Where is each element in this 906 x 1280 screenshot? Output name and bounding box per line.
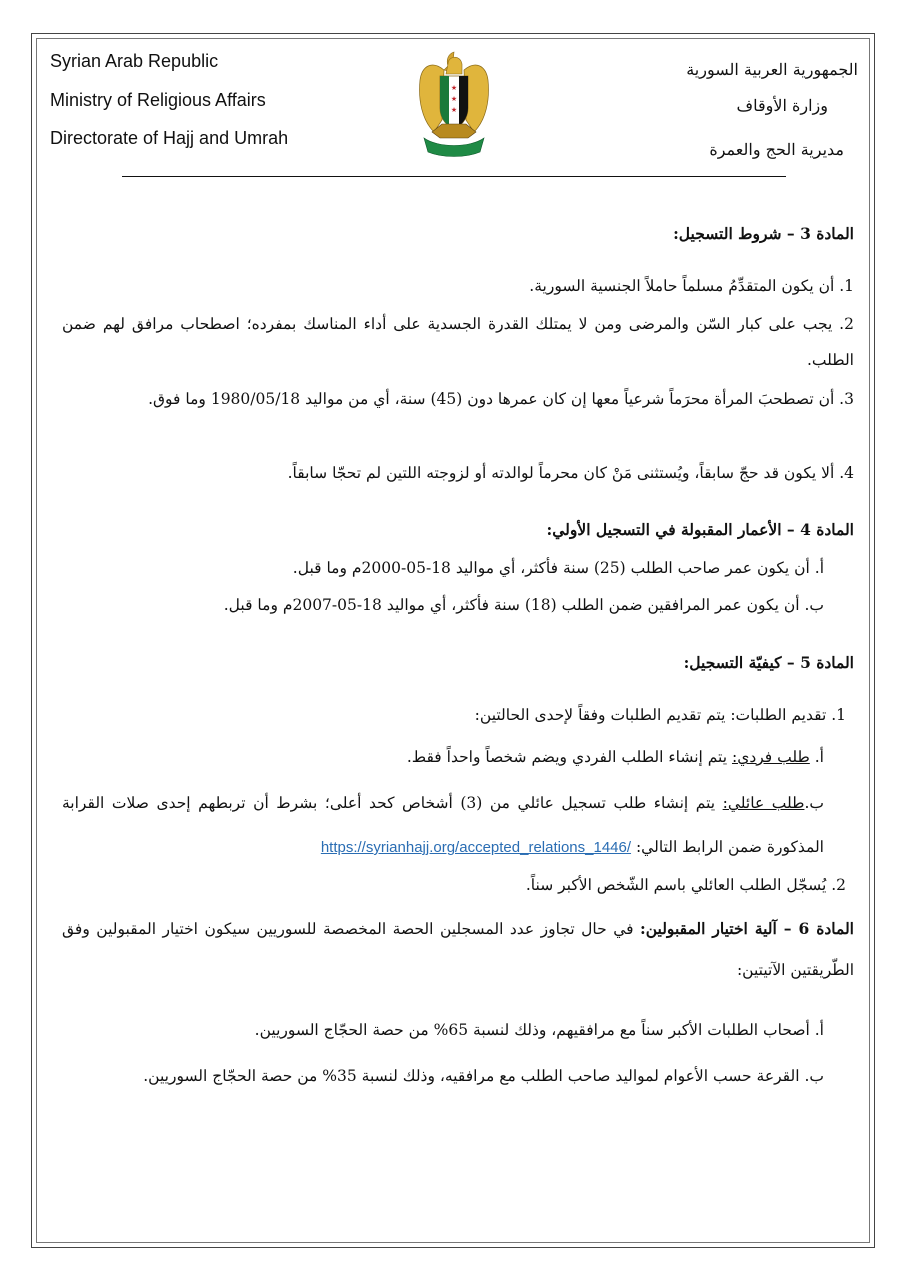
individual-request-label: طلب فردي: — [731, 748, 810, 766]
article3-item-2: 2. يجب على كبار السّن والمرضى ومن لا يمتلك القدرة الجسدية على أداء المناسك بمفرده؛ اصطحاب مرافق لهم ضمن الطلب. — [62, 315, 854, 369]
article3-item-1: 1. أن يكون المتقدِّمُ مسلماً حاملاً الجنسية السورية. — [529, 277, 854, 295]
article6-item-a: أ. أصحاب الطلبات الأكبر سناً مع مرافقيهم، وذلك لنسبة 65% من حصة الحجّاج السوريين. — [254, 1021, 824, 1039]
header-en-country: Syrian Arab Republic — [50, 51, 219, 71]
article6-item-b: ب. القرعة حسب الأعوام لمواليد صاحب الطلب مع مرافقيه، وذلك لنسبة 35% من حصة الحجّاج السوريين. — [143, 1067, 824, 1085]
header-divider — [122, 176, 786, 177]
article5-item-2: 2. يُسجّل الطلب العائلي باسم الشّخص الأكبر سناً. — [525, 876, 846, 894]
item-b-prefix: ب. — [804, 794, 824, 812]
header-ar-country: الجمهورية العربية السورية — [686, 60, 858, 79]
article4-item-b: ب. أن يكون عمر المرافقين ضمن الطلب (18) سنة فأكثر، أي مواليد 18-05-2007م وما قبل. — [223, 596, 824, 614]
svg-text:★: ★ — [450, 84, 458, 92]
article5-title: المادة 5 – كيفيّة التسجيل: — [683, 653, 854, 672]
item-a-prefix: أ. — [809, 748, 824, 766]
svg-text:★: ★ — [450, 95, 458, 103]
header-ar-ministry: وزارة الأوقاف — [736, 96, 828, 115]
article6-title: المادة 6 – آلية اختيار المقبولين: — [640, 919, 854, 938]
article5-item-b — [62, 781, 824, 870]
article3-item-3: 3. أن تصطحبَ المرأة محرَماً شرعياً معها إن كان عمرها دون (45) سنة، أي من مواليد 1980/05/18 وما فوق. — [148, 390, 854, 408]
header-ar-directorate: مديرية الحج والعمرة — [709, 140, 844, 159]
article5-item-a — [70, 739, 824, 775]
header-en-directorate: Directorate of Hajj and Umrah — [50, 128, 289, 148]
item-b-text: يتم إنشاء طلب تسجيل عائلي من (3) أشخاص كحد أعلى؛ بشرط أن تربطهم إحدى صلات القرابة المذكورة ضمن الرابط التالي: — [62, 794, 824, 856]
header-en-ministry: Ministry of Religious Affairs — [50, 90, 266, 110]
accepted-relations-link[interactable]: https://syrianhajj.org/accepted_relations_1446/ — [320, 839, 632, 856]
article3-title: المادة 3 – شروط التسجيل: — [673, 224, 854, 243]
syrian-eagle-emblem — [418, 50, 490, 158]
svg-text:★: ★ — [450, 106, 458, 114]
article4-item-a: أ. أن يكون عمر صاحب الطلب (25) سنة فأكثر، أي مواليد 18-05-2000م وما قبل. — [292, 559, 824, 577]
item-a-text: يتم إنشاء الطلب الفردي ويضم شخصاً واحداً فقط. — [406, 748, 732, 766]
article6-text: في حال تجاوز عدد المسجلين الحصة المخصصة للسوريين سيكون اختيار المقبولين وفق الطّريقتين الآتيتين: — [62, 920, 854, 979]
article6-paragraph — [62, 908, 854, 991]
article3-item-4: 4. ألا يكون قد حجّ سابقاً، ويُستثنى مَنْ كان محرماً لوالدته أو لزوجته اللتين لم تحجّا سابقاً. — [287, 464, 854, 482]
article4-title: المادة 4 – الأعمار المقبولة في التسجيل الأولي: — [546, 520, 854, 539]
article5-item-1: 1. تقديم الطلبات: يتم تقديم الطلبات وفقاً لإحدى الحالتين: — [474, 706, 846, 724]
family-request-label: طلب عائلي: — [722, 794, 805, 812]
